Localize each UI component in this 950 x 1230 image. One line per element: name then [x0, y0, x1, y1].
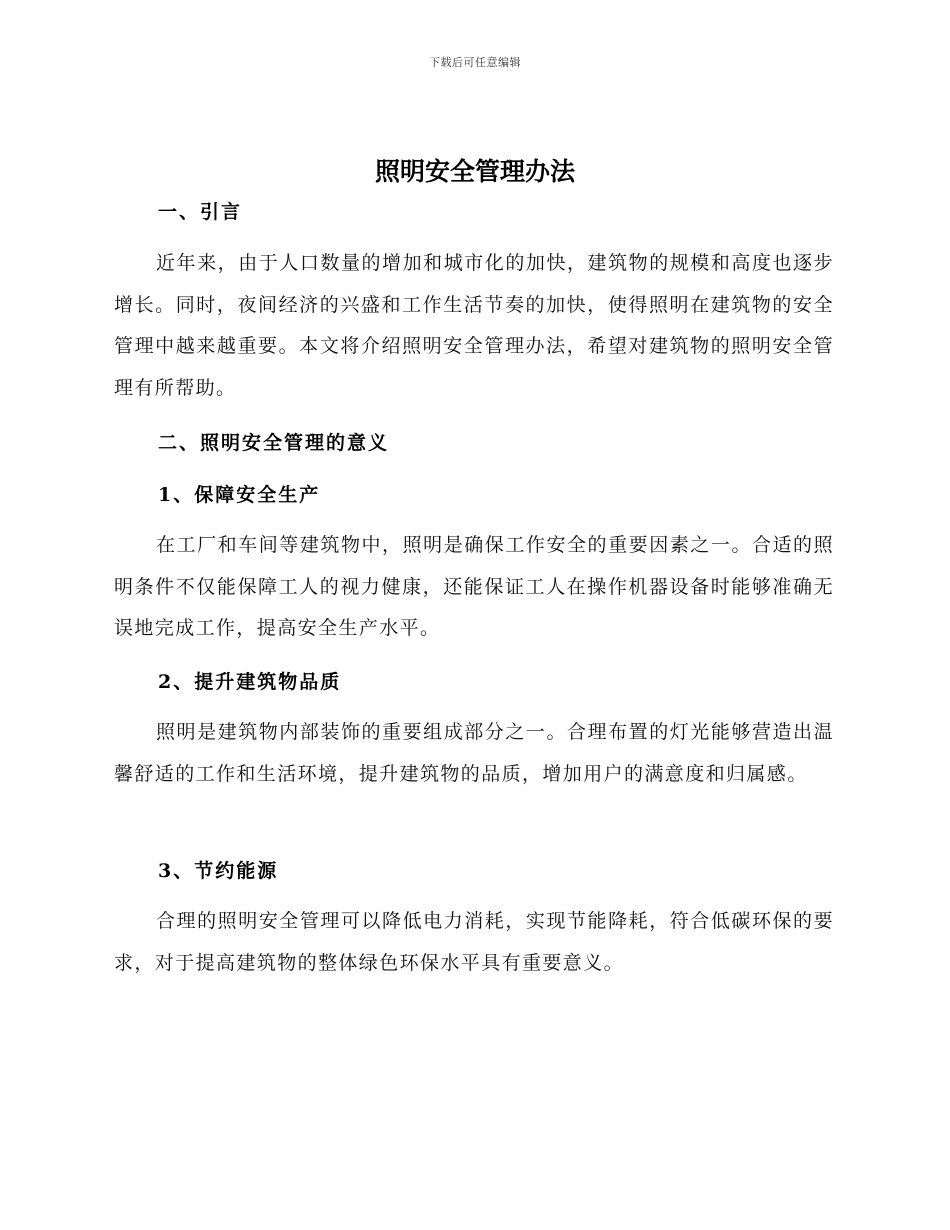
paragraph-energy-saving: 合理的照明安全管理可以降低电力消耗，实现节能降耗，符合低碳环保的要求，对于提高建筑物的整体绿色环保水平具有重要意义。 — [114, 910, 834, 974]
paragraph-introduction: 近年来，由于人口数量的增加和城市化的加快，建筑物的规模和高度也逐步增长。同时，夜间经济的兴盛和工作生活节奏的加快，使得照明在建筑物的安全管理中越来越重要。本文将介绍照明安全管理办法，希望对建筑物的照明安全管理有所帮助。 — [114, 252, 834, 399]
section-heading-significance: 二、照明安全管理的意义 — [158, 432, 390, 454]
paragraph-building-quality: 照明是建筑物内部装饰的重要组成部分之一。合理布置的灯光能够营造出温馨舒适的工作和生活环境，提升建筑物的品质，增加用户的满意度和归属感。 — [114, 721, 834, 785]
subsection-heading-energy-saving: 3、节约能源 — [158, 860, 279, 882]
section-heading-introduction: 一、引言 — [158, 201, 243, 223]
subsection-heading-safe-production: 1、保障安全生产 — [158, 484, 321, 506]
paragraph-safe-production: 在工厂和车间等建筑物中，照明是确保工作安全的重要因素之一。合适的照明条件不仅能保障工人的视力健康，还能保证工人在操作机器设备时能够准确无误地完成工作，提高安全生产水平。 — [114, 534, 834, 639]
subsection-heading-building-quality: 2、提升建筑物品质 — [158, 671, 342, 693]
page-header: 下载后可任意编辑 — [429, 56, 521, 69]
document-title: 照明安全管理办法 — [374, 157, 575, 186]
